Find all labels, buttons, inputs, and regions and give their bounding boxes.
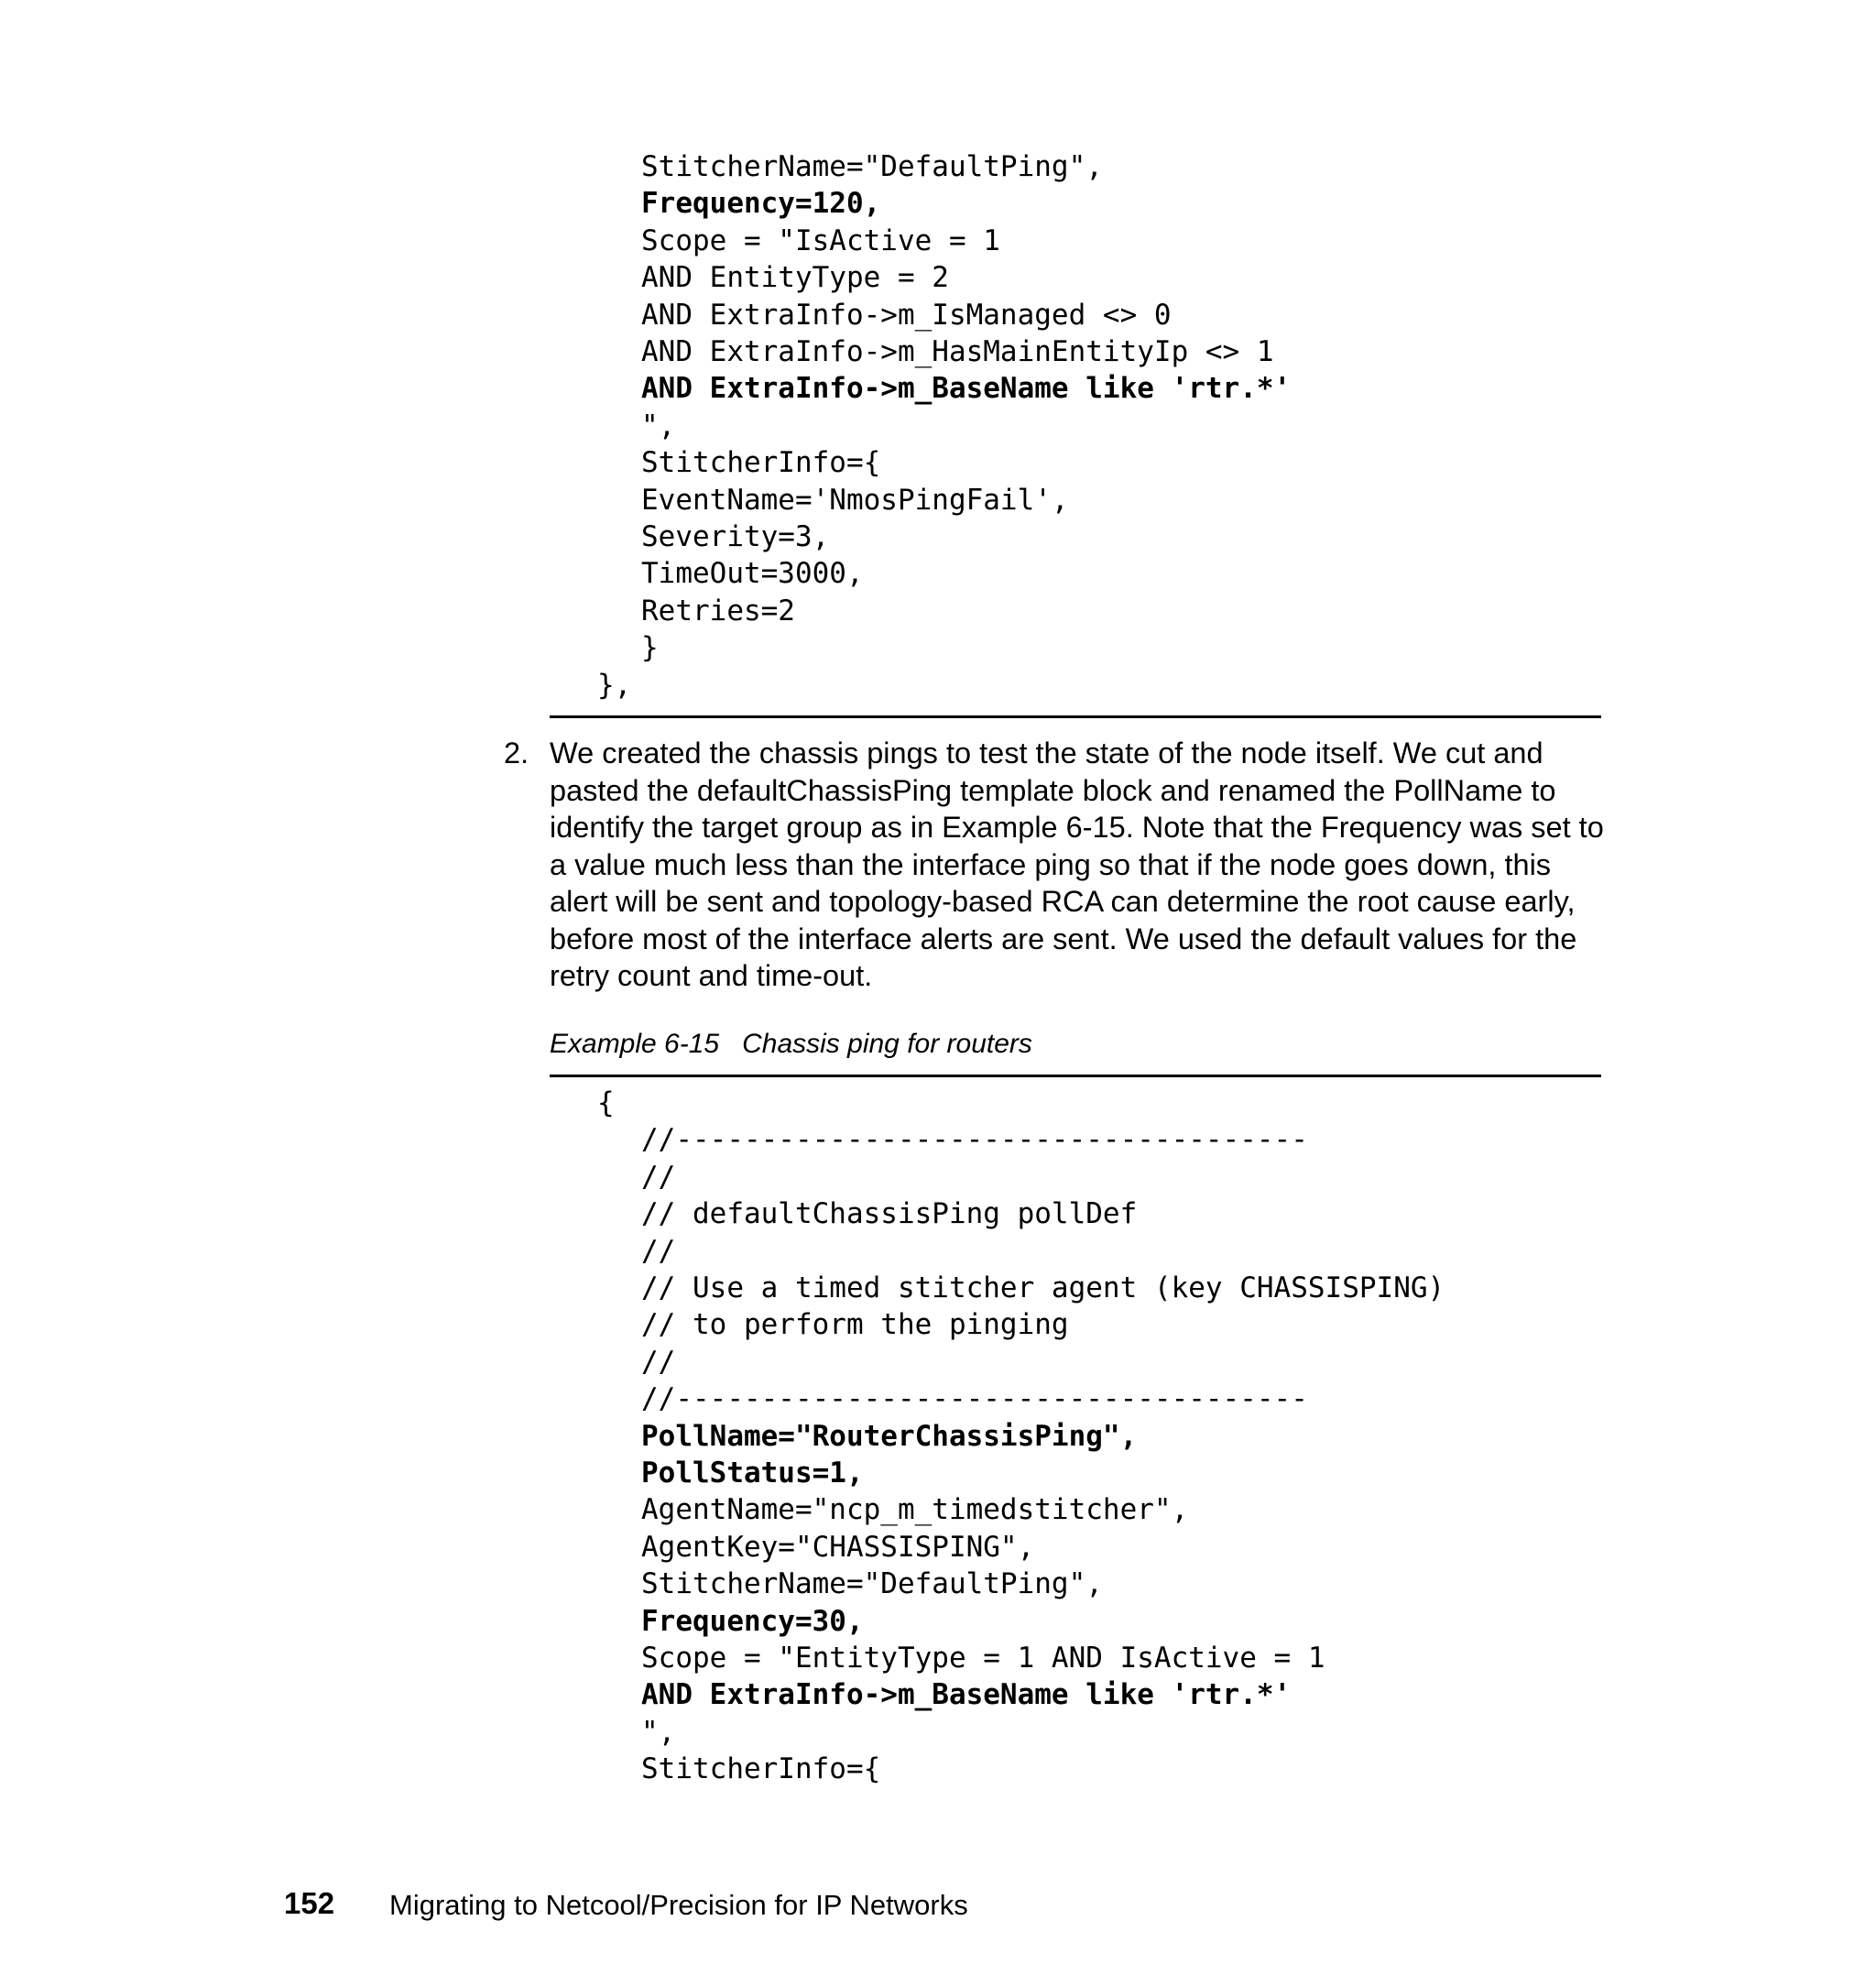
code-line: // defaultChassisPing pollDef [641,1197,1138,1231]
step-paragraph: We created the chassis pings to test the state of the node itself. We cut and pasted the defaultChassisPing template block and renamed the PollName to identify the target group as in Example 6-15. Note that the Frequency was set to a value much less than the interface ping so that if the node goes down, this alert will be sent and topology-based RCA can determine the root cause early, before most of the interface alerts are sent. We used the default values for the retry count and time-out. [550,737,1604,992]
code-line: AND EntityType = 2 [641,261,949,295]
code-line: // Use a timed stitcher agent (key CHASSISPING) [641,1271,1445,1304]
step-number: 2. [504,737,529,769]
code-line: } [641,631,659,665]
code-line: Severity=3, [641,520,830,553]
code-line: PollStatus=1, [641,1457,864,1490]
code-line: AND ExtraInfo->m_BaseName like 'rtr.*' [641,372,1292,406]
code-line: AgentName="ncp_m_timedstitcher", [641,1493,1189,1527]
code-example-bottom-rule [550,715,1601,718]
code-line: AND ExtraInfo->m_IsManaged <> 0 [641,298,1172,332]
code-line: // to perform the pinging [641,1308,1069,1342]
code-line: ", [641,409,676,442]
code-line: //------------------------------------- [641,1382,1308,1416]
page-number: 152 [284,1886,335,1920]
code-line: PollName="RouterChassisPing", [641,1419,1138,1453]
code-line: //------------------------------------- [641,1123,1308,1157]
example-caption: Example 6-15 Chassis ping for routers [550,1029,1032,1059]
code-line: StitcherInfo={ [641,446,881,480]
code-line: AND ExtraInfo->m_BaseName like 'rtr.*' [641,1678,1292,1712]
book-title: Migrating to Netcool/Precision for IP Networks [389,1889,968,1921]
code-line: StitcherName="DefaultPing", [641,1567,1103,1601]
code-line: Frequency=30, [641,1604,864,1638]
code-line: StitcherName="DefaultPing", [641,150,1103,183]
code-line: TimeOut=3000, [641,557,864,591]
code-line: // [641,1234,676,1268]
example-top-rule [550,1075,1601,1077]
code-line: // [641,1345,676,1379]
code-line: }, [597,668,632,702]
code-line: Scope = "IsActive = 1 [641,224,1000,257]
code-line: Frequency=120, [641,187,881,221]
code-line: ", [641,1715,676,1749]
code-line: AND ExtraInfo->m_HasMainEntityIp <> 1 [641,335,1274,368]
code-line: Scope = "EntityType = 1 AND IsActive = 1 [641,1642,1325,1675]
code-line: // [641,1160,676,1194]
code-line: { [597,1086,615,1119]
code-line: AgentKey="CHASSISPING", [641,1530,1035,1564]
code-line: EventName='NmosPingFail', [641,483,1069,517]
code-line: Retries=2 [641,594,795,627]
code-line: StitcherInfo={ [641,1752,881,1786]
